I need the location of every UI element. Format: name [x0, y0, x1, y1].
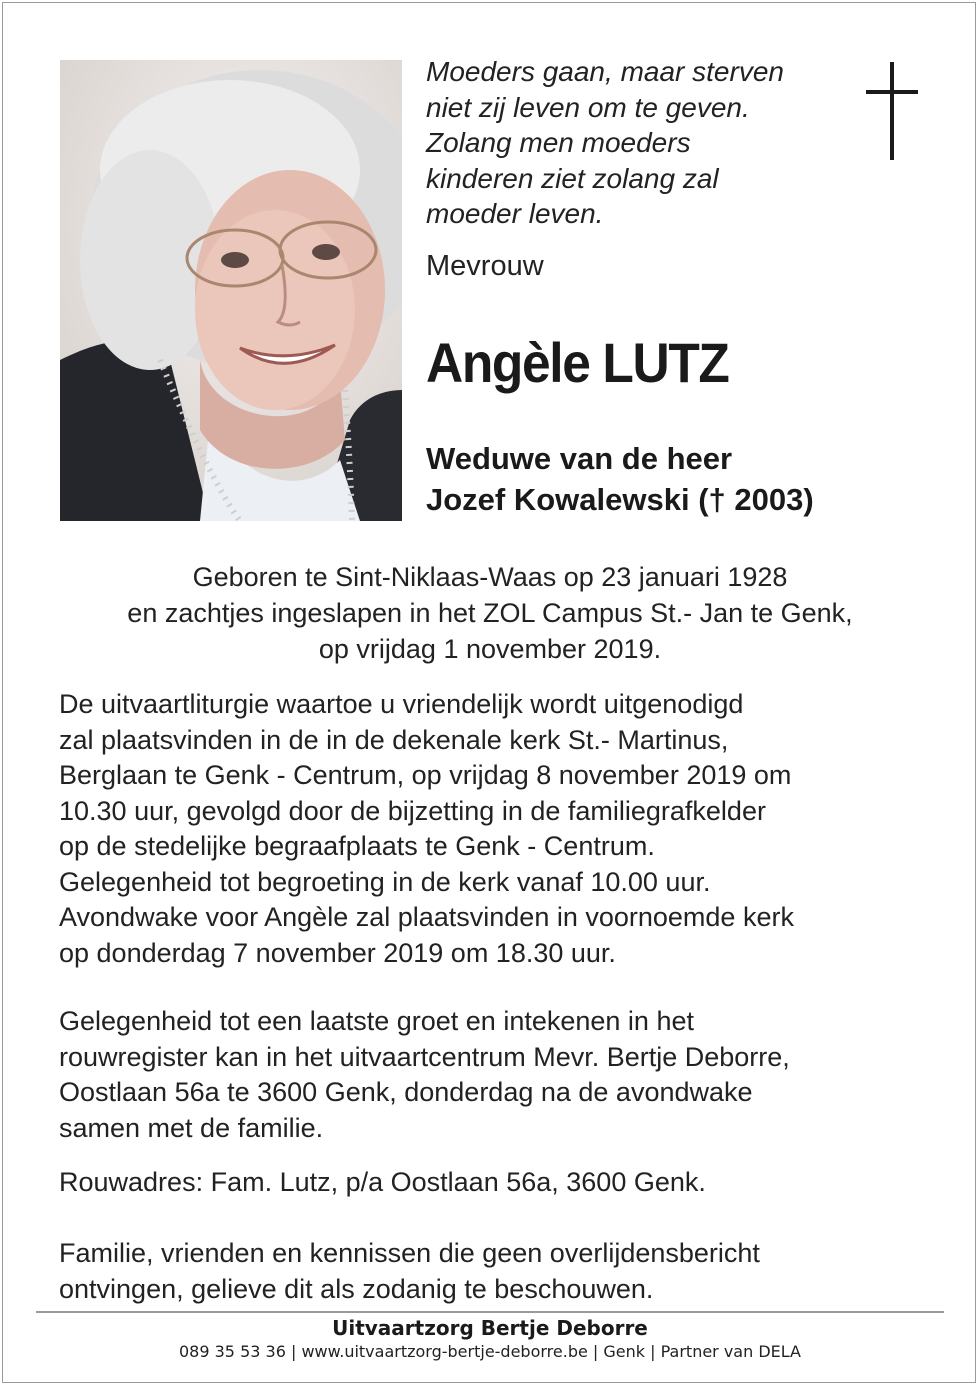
poem-line: Zolang men moeders: [426, 127, 691, 158]
liturgy-line: op de stedelijke begraafplaats te Genk - Centrum.: [59, 831, 655, 861]
portrait-photo: [60, 60, 402, 521]
register-line: rouwregister kan in het uitvaartcentrum Mevr. Bertje Deborre,: [59, 1041, 790, 1072]
birth-and-death-details: [40, 559, 940, 667]
salutation: Mevrouw: [426, 250, 544, 282]
funeral-company-name: Uitvaartzorg Bertje Deborre: [332, 1316, 648, 1340]
register-line: Oostlaan 56a te 3600 Genk, donderdag na de avondwake: [59, 1077, 753, 1107]
liturgy-line: Avondwake voor Angèle zal plaatsvinden in voornoemde kerk: [59, 902, 794, 932]
birth-line: Geboren te Sint-Niklaas-Waas op 23 januari 1928: [192, 562, 788, 592]
spouse-line-1: Weduwe van de heer: [426, 441, 733, 476]
poem-line: Moeders gaan, maar sterven: [426, 56, 784, 87]
family-line: Familie, vrienden en kennissen die geen overlijdensbericht: [59, 1238, 760, 1268]
poem-line: kinderen ziet zolang zal: [426, 162, 719, 194]
liturgy-line: 10.30 uur, gevolgd door de bijzetting in de familiegrafkelder: [59, 795, 766, 826]
birth-line: en zachtjes ingeslapen in het ZOL Campus St.- Jan te Genk,: [127, 598, 853, 628]
mourning-address: Rouwadres: Fam. Lutz, p/a Oostlaan 56a, 3600 Genk.: [59, 1167, 706, 1197]
liturgy-line: op donderdag 7 november 2019 om 18.30 uur.: [59, 937, 616, 968]
register-line: samen met de familie.: [59, 1112, 324, 1143]
spouse-info: [426, 438, 814, 520]
family-line: ontvingen, gelieve dit als zodanig te beschouwen.: [59, 1273, 654, 1304]
liturgy-line: De uitvaartliturgie waartoe u vriendelijk wordt uitgenodigd: [59, 689, 744, 719]
portrait-illustration: [60, 60, 402, 521]
liturgy-line: Gelegenheid tot begroeting in de kerk vanaf 10.00 uur.: [59, 866, 711, 897]
poem-line: moeder leven.: [426, 198, 604, 229]
latin-cross-icon: [862, 62, 922, 160]
spouse-line-2: Jozef Kowalewski († 2003): [426, 482, 814, 517]
liturgy-line: zal plaatsvinden in de in de dekenale kerk St.- Martinus,: [59, 724, 729, 755]
birth-line: op vrijdag 1 november 2019.: [318, 634, 662, 664]
register-line: Gelegenheid tot een laatste groet en intekenen in het: [59, 1006, 694, 1036]
funeral-liturgy-paragraph: [59, 687, 939, 971]
footer-divider: [36, 1311, 944, 1313]
liturgy-line: Berglaan te Genk - Centrum, op vrijdag 8 november 2019 om: [59, 760, 792, 790]
poem: [426, 54, 846, 232]
poem-line: niet zij leven om te geven.: [426, 91, 750, 123]
deceased-name: Angèle LUTZ: [426, 331, 729, 394]
family-notice-paragraph: [59, 1236, 939, 1307]
condolence-register-paragraph: [59, 1004, 939, 1146]
funeral-company-contact: 089 35 53 36 | www.uitvaartzorg-bertje-deborre.be | Genk | Partner van DELA: [179, 1342, 801, 1361]
